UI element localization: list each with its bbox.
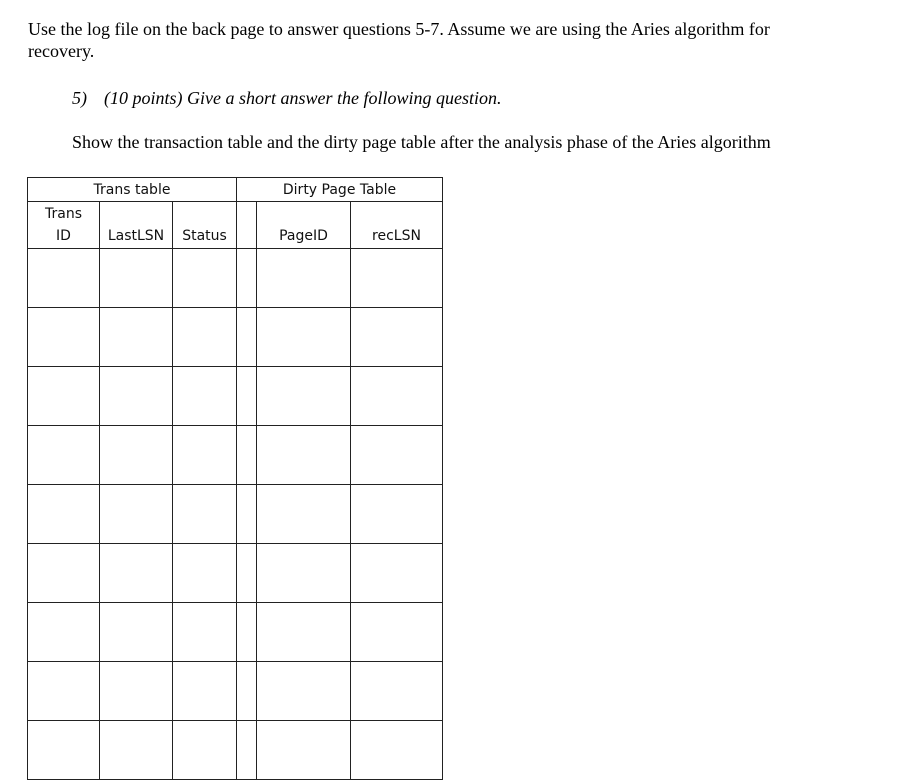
status-cell[interactable] — [173, 308, 237, 367]
spacer-header — [237, 202, 257, 249]
last-lsn-header: LastLSN — [100, 202, 173, 249]
dirty-page-table-header: Dirty Page Table — [237, 178, 443, 202]
rec-lsn-cell[interactable] — [351, 426, 443, 485]
last-lsn-cell[interactable] — [100, 721, 173, 780]
table-row — [28, 721, 443, 780]
spacer-cell — [237, 485, 257, 544]
trans-id-cell[interactable] — [28, 721, 100, 780]
trans-id-header-line-2: ID — [56, 228, 71, 244]
page-id-cell[interactable] — [257, 544, 351, 603]
answer-rows — [28, 249, 443, 780]
spacer-cell — [237, 662, 257, 721]
spacer-cell — [237, 426, 257, 485]
trans-id-cell[interactable] — [28, 603, 100, 662]
page-id-cell[interactable] — [257, 721, 351, 780]
question-text: (10 points) Give a short answer the following question. — [104, 88, 502, 108]
intro-line-1: Use the log file on the back page to answer questions 5-7. Assume we are using the Aries algorithm for — [28, 19, 770, 39]
table-row — [28, 662, 443, 721]
trans-id-header — [28, 202, 100, 249]
trans-id-cell[interactable] — [28, 544, 100, 603]
question-5 — [72, 87, 502, 109]
question-number: 5) — [72, 88, 87, 108]
trans-id-cell[interactable] — [28, 367, 100, 426]
page-id-cell[interactable] — [257, 426, 351, 485]
rec-lsn-cell[interactable] — [351, 544, 443, 603]
table-row — [28, 249, 443, 308]
spacer-cell — [237, 249, 257, 308]
status-header: Status — [173, 202, 237, 249]
spacer-cell — [237, 308, 257, 367]
rec-lsn-cell[interactable] — [351, 308, 443, 367]
rec-lsn-cell[interactable] — [351, 662, 443, 721]
page-id-cell[interactable] — [257, 485, 351, 544]
page-id-cell[interactable] — [257, 367, 351, 426]
intro-paragraph — [28, 18, 888, 62]
page-id-cell[interactable] — [257, 662, 351, 721]
rec-lsn-cell[interactable] — [351, 485, 443, 544]
spacer-cell — [237, 721, 257, 780]
trans-id-cell[interactable] — [28, 426, 100, 485]
status-cell[interactable] — [173, 544, 237, 603]
status-cell[interactable] — [173, 367, 237, 426]
intro-line-2: recovery. — [28, 41, 95, 61]
status-cell[interactable] — [173, 485, 237, 544]
table-row — [28, 603, 443, 662]
trans-id-header-line-1: Trans — [45, 206, 82, 222]
spacer-cell — [237, 603, 257, 662]
trans-table-header: Trans table — [28, 178, 237, 202]
status-cell[interactable] — [173, 721, 237, 780]
rec-lsn-cell[interactable] — [351, 249, 443, 308]
trans-id-cell[interactable] — [28, 662, 100, 721]
rec-lsn-cell[interactable] — [351, 367, 443, 426]
table-row — [28, 308, 443, 367]
spacer-cell — [237, 367, 257, 426]
page-id-cell[interactable] — [257, 308, 351, 367]
rec-lsn-cell[interactable] — [351, 603, 443, 662]
last-lsn-cell[interactable] — [100, 308, 173, 367]
table-row — [28, 426, 443, 485]
last-lsn-cell[interactable] — [100, 662, 173, 721]
group-header-row — [28, 178, 443, 202]
last-lsn-cell[interactable] — [100, 485, 173, 544]
rec-lsn-cell[interactable] — [351, 721, 443, 780]
status-cell[interactable] — [173, 603, 237, 662]
answer-table — [27, 177, 443, 780]
column-header-row — [28, 202, 443, 249]
table-row — [28, 485, 443, 544]
spacer-cell — [237, 544, 257, 603]
status-cell[interactable] — [173, 249, 237, 308]
status-cell[interactable] — [173, 662, 237, 721]
trans-id-cell[interactable] — [28, 308, 100, 367]
last-lsn-cell[interactable] — [100, 603, 173, 662]
trans-id-cell[interactable] — [28, 485, 100, 544]
last-lsn-cell[interactable] — [100, 544, 173, 603]
status-cell[interactable] — [173, 426, 237, 485]
trans-id-cell[interactable] — [28, 249, 100, 308]
page-id-cell[interactable] — [257, 603, 351, 662]
last-lsn-cell[interactable] — [100, 426, 173, 485]
last-lsn-cell[interactable] — [100, 367, 173, 426]
table-row — [28, 544, 443, 603]
page-id-cell[interactable] — [257, 249, 351, 308]
last-lsn-cell[interactable] — [100, 249, 173, 308]
rec-lsn-header: recLSN — [351, 202, 443, 249]
table-row — [28, 367, 443, 426]
page-id-header: PageID — [257, 202, 351, 249]
instruction-text: Show the transaction table and the dirty page table after the analysis phase of the Aries algorithm — [72, 132, 771, 152]
